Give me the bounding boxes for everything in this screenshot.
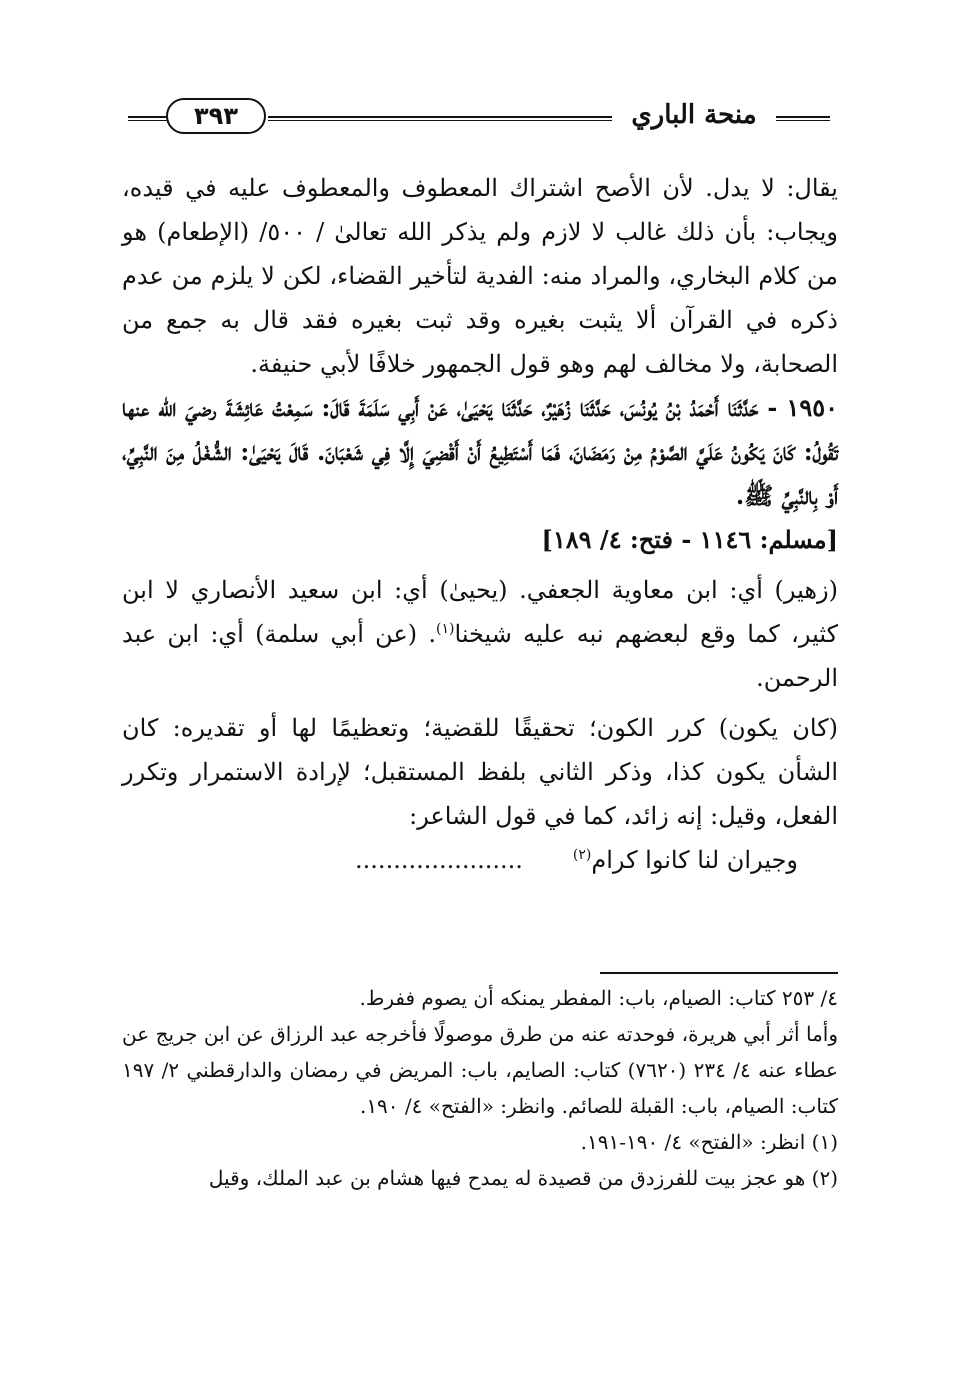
header-rule-middle (268, 116, 612, 121)
commentary-paragraph-3: (كان يكون) كرر الكون؛ تحقيقًا للقضية؛ وتعظيمًا لها أو تقديره: كان الشأن يكون كذا، وذكر الثاني بلفظ المستقبل؛ لإرادة الاستمرار وتكرر الفعل، وقيل: إنه زائد، كما في قول الشاعر: (122, 714, 838, 830)
commentary-paragraph-2 (122, 568, 838, 700)
hadith-text: ١٩٥٠ - حَدَّثَنَا أَحْمَدُ بْنُ يُونُسَ، حَدَّثَنَا زُهَيْرٌ، حَدَّثَنَا يَحْيَىٰ، عَنْ أَبِي سَلَمَةَ قَالَ: سَمِعْتُ عَائِشَةَ رضيَ الله عنها تَقُولُ: كَانَ يَكُونُ عَلَيَّ الصَّوْمُ مِنْ رَمَضَانَ، فَمَا أَسْتَطِيعُ أَنْ أَقْضِيَ إِلَّا فِي شَعْبَانَ. قَالَ يَحْيَىٰ: الشُّغْلُ مِنَ النَّبِيِّ، أَوْ بِالنَّبِيِّ ﷺ. (122, 393, 838, 510)
footnote-ref-1: (١) (436, 621, 455, 637)
footnote-1: (١) انظر: «الفتح» ٤/ ١٩٠-١٩١. (580, 1130, 838, 1154)
header-rule-left (128, 116, 168, 121)
footnote-separator (600, 972, 838, 974)
page-number: ٣٩٣ (166, 98, 266, 134)
verse-dots: ...................... (355, 846, 523, 874)
footnote-ref-2: (٢) (572, 847, 592, 863)
commentary-paragraph-1: يقال: لا يدل. لأن الأصح اشتراك المعطوف والمعطوف عليه في قيده، ويجاب: بأن ذلك غالب لا لازم ولم يذكر الله تعالىٰ / ٥٠٠/ (الإطعام) هو من كلام البخاري، والمراد منه: الفدية لتأخير القضاء، لكن لا يلزم من عدم ذكره في القرآن ألا يثبت بغيره وقد ثبت بغيره فقد قال به جمع من الصحابة، ولا مخالف لهم وهو قول الجمهور خلافًا لأبي حنيفة. (122, 174, 838, 378)
footnotes (122, 980, 838, 1196)
verse-text: وجيران لنا كانوا كرام (591, 846, 798, 874)
footnote-continuation-2: وأما أثر أبي هريرة، فوحدته عنه من طرق موصولًا فأخرجه عبد الرزاق عن ابن جريج عن عطاء عنه ٤/ ٢٣٤ (٧٦٢٠) كتاب: الصايم، باب: المريض في رمضان والدارقطني ٢/ ١٩٧ كتاب: الصيام، باب: القبلة للصائم. وانظر: «الفتح» ٤/ ١٩٠. (122, 1022, 839, 1118)
p2-text-end: . (عن أبي سلمة) أي: ابن عبد الرحمن. (122, 620, 838, 692)
hadith-source: [مسلم: ١١٤٦ - فتح: ٤/ ١٨٩] (541, 525, 838, 554)
running-title: منحة الباري (631, 100, 757, 130)
main-text (122, 166, 838, 882)
poetry-verse (122, 838, 838, 882)
footnote-continuation-1: ٤/ ٢٥٣ كتاب: الصيام، باب: المفطر يمنكه أن يصوم ففرط. (359, 986, 838, 1010)
footnote-2: (٢) هو عجز بيت للفرزدق من قصيدة له يمدح فيها هشام بن عبد الملك، وقيل (208, 1166, 838, 1190)
header-rule-right (776, 116, 830, 121)
p2-text: (زهير) أي: ابن معاوية الجعفي. (يحيىٰ) أي: ابن سعيد الأنصاري لا ابن كثير، كما وقع لبعضهم نبه عليه شيخنا (122, 576, 839, 648)
